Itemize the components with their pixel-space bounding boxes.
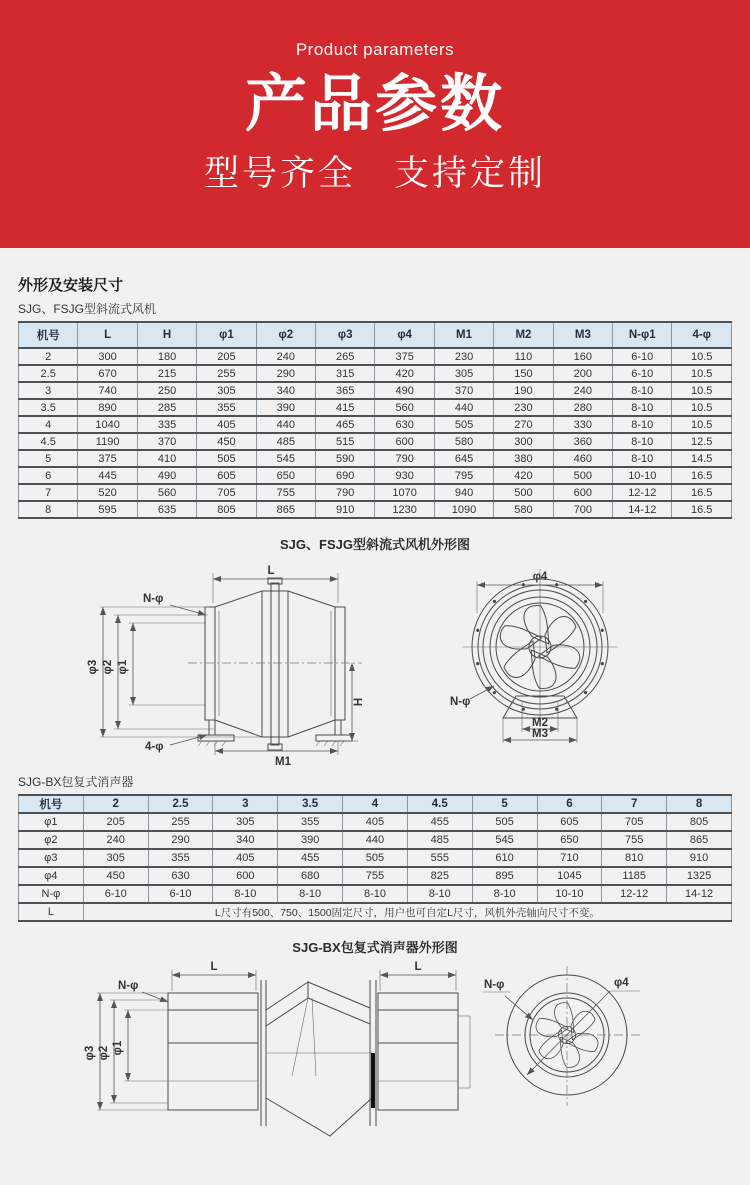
table-cell: N-φ [19,885,84,903]
table-cell: 270 [494,416,553,433]
table-cell: 520 [78,484,137,501]
table-cell: 340 [256,382,315,399]
table-row [19,348,732,365]
table-cell: 580 [494,501,553,518]
table-cell: 8-10 [613,382,672,399]
table-cell: 205 [83,813,148,831]
table-cell: 700 [553,501,612,518]
table-cell: 505 [197,450,256,467]
table-cell: 6-10 [148,885,213,903]
table-cell: 1045 [537,867,602,885]
table-cell: 150 [494,365,553,382]
table-cell: 610 [472,849,537,867]
page-title: 产品参数 [244,70,505,139]
table-cell: 355 [197,399,256,416]
table-cell: φ4 [19,867,84,885]
table-cell: 340 [213,831,278,849]
table-cell: 710 [537,849,602,867]
column-header: M1 [434,322,493,348]
table-cell: 1070 [375,484,434,501]
table-cell: 6-10 [613,365,672,382]
table-cell: 1190 [78,433,137,450]
table-header-row [19,322,732,348]
table-cell: 265 [316,348,375,365]
table-cell: 690 [316,467,375,484]
table-cell: 10.5 [672,348,732,365]
table-cell: 490 [137,467,196,484]
table-cell: 795 [434,467,493,484]
column-header: φ2 [256,322,315,348]
table-cell: 595 [78,501,137,518]
table-cell: 635 [137,501,196,518]
table-cell: 755 [256,484,315,501]
table-row [19,365,732,382]
table-cell: 14-12 [613,501,672,518]
table-cell: 445 [78,467,137,484]
table-cell: 650 [256,467,315,484]
muffler-side-view [84,961,470,1136]
table-cell: 16.5 [672,501,732,518]
table-row [19,813,732,831]
table-cell: 580 [434,433,493,450]
dim-label-4-phi: 4-φ [145,741,164,753]
table-cell: 8-10 [613,399,672,416]
table-cell: 14.5 [672,450,732,467]
table-cell: 380 [494,450,553,467]
table-cell: 930 [375,467,434,484]
table-cell: φ2 [19,831,84,849]
table-cell: 200 [553,365,612,382]
table-cell: 8-10 [613,450,672,467]
table-cell: 450 [83,867,148,885]
dim-label-phi1: φ1 [117,659,129,675]
table-cell: 390 [256,399,315,416]
table-row [19,416,732,433]
table-cell: 790 [375,450,434,467]
table-cell: 8 [19,501,78,518]
table-cell: 290 [256,365,315,382]
column-header: 5 [472,795,537,813]
table-cell: 560 [375,399,434,416]
table-row [19,867,732,885]
table-cell: φ3 [19,849,84,867]
table-row [19,885,732,903]
table-cell: 3.5 [19,399,78,416]
dim-label-N-phi-front: N-φ [450,696,471,708]
column-header: 机号 [19,795,84,813]
table-cell: 460 [553,450,612,467]
table-cell: 7 [19,484,78,501]
table-cell: 205 [197,348,256,365]
dim-label-phi3: φ3 [87,659,99,675]
table-cell: 110 [494,348,553,365]
table-cell: 10.5 [672,382,732,399]
table-cell: 865 [256,501,315,518]
column-header: φ4 [375,322,434,348]
table-cell: L [19,903,84,921]
table-cell: 440 [256,416,315,433]
table-cell: 255 [197,365,256,382]
table-cell: 6 [19,467,78,484]
table-cell: 8-10 [472,885,537,903]
table-row [19,501,732,518]
table-cell: 630 [148,867,213,885]
table-cell: 560 [137,484,196,501]
table-cell: 500 [494,484,553,501]
table-cell: 12-12 [602,885,667,903]
table-cell: 910 [667,849,732,867]
table-row [19,484,732,501]
table-row [19,831,732,849]
flange-bar [371,1053,375,1108]
table-cell: 360 [553,433,612,450]
table-cell: 450 [197,433,256,450]
table-cell: 180 [137,348,196,365]
table-cell: 755 [602,831,667,849]
table-cell: 355 [278,813,343,831]
column-header: 8 [667,795,732,813]
table-cell: 940 [434,484,493,501]
table-cell: 605 [537,813,602,831]
table-cell: 8-10 [213,885,278,903]
table-cell: 645 [434,450,493,467]
dim-label-N-phi: N-φ [118,980,139,992]
table-row [19,433,732,450]
column-header: φ3 [316,322,375,348]
fan-diagram-caption: SJG、FSJG型斜流式风机外形图 [280,537,470,552]
table-cell: 405 [197,416,256,433]
table-cell: 190 [494,382,553,399]
column-header: M3 [553,322,612,348]
table-cell: 2 [19,348,78,365]
table-cell: 160 [553,348,612,365]
table-cell: 365 [316,382,375,399]
column-header: 机号 [19,322,78,348]
table-cell: 895 [472,867,537,885]
table-cell: 440 [434,399,493,416]
table-cell: 555 [407,849,472,867]
dim-label-M2: M2 [532,717,548,729]
table-row [19,399,732,416]
table-cell: 370 [137,433,196,450]
dim-label-M3: M3 [532,728,548,740]
table-cell: 5 [19,450,78,467]
column-header: 7 [602,795,667,813]
column-header: 4.5 [407,795,472,813]
column-header: φ1 [197,322,256,348]
table-header-row [19,795,732,813]
dim-label-phi2: φ2 [102,659,114,675]
table-cell: 6-10 [613,348,672,365]
table-cell: 465 [316,416,375,433]
table-cell: 485 [256,433,315,450]
table-cell: 420 [375,365,434,382]
table-cell: 650 [537,831,602,849]
column-header: M2 [494,322,553,348]
dim-label-N-phi-front: N-φ [484,979,505,991]
muffler-front-view [483,966,642,1106]
dim-label-L-right: L [414,961,422,973]
table-cell: 8-10 [343,885,408,903]
table-cell: 8-10 [407,885,472,903]
table-cell: 740 [78,382,137,399]
column-header: L [78,322,137,348]
table-cell: 290 [148,831,213,849]
column-header: N-φ1 [613,322,672,348]
table-cell: 300 [78,348,137,365]
dim-label-H: H [353,697,365,707]
dim-label-M1: M1 [275,756,291,768]
table-cell: 600 [375,433,434,450]
banner [0,0,750,248]
table-cell: 305 [213,813,278,831]
dim-label-phi4: φ4 [614,977,629,989]
table-cell: 825 [407,867,472,885]
table-cell: 405 [343,813,408,831]
column-header: 3 [213,795,278,813]
table-cell: 440 [343,831,408,849]
fan-side-view [87,565,365,768]
table-cell: 1090 [434,501,493,518]
table-cell: 330 [553,416,612,433]
table-cell: 590 [316,450,375,467]
table-cell: 670 [78,365,137,382]
table-cell: 355 [148,849,213,867]
table-cell: 14-12 [667,885,732,903]
table-cell: 605 [197,467,256,484]
table-cell: 10.5 [672,399,732,416]
section-heading: 外形及安装尺寸 [18,277,124,294]
dim-label-phi1: φ1 [112,1040,124,1056]
table-cell: 865 [667,831,732,849]
column-header: 4-φ [672,322,732,348]
table-row [19,903,732,921]
table-cell: 10.5 [672,365,732,382]
table-cell: 705 [602,813,667,831]
table-cell: 2.5 [19,365,78,382]
table-cell: 500 [553,467,612,484]
table-cell: 8-10 [278,885,343,903]
table-cell: 8-10 [613,416,672,433]
table-cell: 505 [343,849,408,867]
table-row [19,467,732,484]
table-cell: 1040 [78,416,137,433]
muffler-diagram-caption: SJG-BX包复式消声器外形图 [292,940,458,955]
table-cell: L尺寸有500、750、1500固定尺寸，用户也可自定L尺寸，风机外壳轴向尺寸不变。 [83,903,731,921]
table-cell: 455 [278,849,343,867]
table-cell: 6-10 [83,885,148,903]
table-cell: 280 [553,399,612,416]
dim-label-L-left: L [210,961,218,973]
table-cell: 4 [19,416,78,433]
dim-label-phi2: φ2 [98,1045,110,1061]
table-cell: 910 [316,501,375,518]
column-header: 2.5 [148,795,213,813]
table-cell: 600 [213,867,278,885]
dim-label-L: L [267,565,275,577]
table-cell: 505 [434,416,493,433]
table-row [19,849,732,867]
table-cell: 390 [278,831,343,849]
table-cell: 805 [667,813,732,831]
muffler-dimensions-table [18,794,732,922]
table-cell: 300 [494,433,553,450]
dim-label-N-phi: N-φ [143,593,164,605]
table-cell: 375 [375,348,434,365]
column-header: 4 [343,795,408,813]
table-cell: 600 [553,484,612,501]
table-cell: 4.5 [19,433,78,450]
table-cell: 250 [137,382,196,399]
table-cell: 515 [316,433,375,450]
muffler-outline-drawing [0,958,750,1158]
table-cell: 16.5 [672,467,732,484]
table-cell: 790 [316,484,375,501]
table-cell: 505 [472,813,537,831]
table-cell: 485 [407,831,472,849]
table-cell: 315 [316,365,375,382]
fan-front-view [450,569,618,743]
content [0,248,750,1158]
table-cell: 305 [434,365,493,382]
table-cell: 890 [78,399,137,416]
table-cell: 630 [375,416,434,433]
table-cell: 255 [148,813,213,831]
table-cell: 810 [602,849,667,867]
table-cell: 215 [137,365,196,382]
table-cell: 16.5 [672,484,732,501]
table-cell: 230 [434,348,493,365]
table-cell: 545 [472,831,537,849]
dim-label-phi4: φ4 [532,571,548,583]
fan-table-label: SJG、FSJG型斜流式风机 [18,302,157,316]
table-cell: 10-10 [613,467,672,484]
table-cell: 405 [213,849,278,867]
column-header: 2 [83,795,148,813]
table-cell: 755 [343,867,408,885]
table-cell: 455 [407,813,472,831]
table-cell: 805 [197,501,256,518]
table-cell: 10.5 [672,416,732,433]
table-row [19,450,732,467]
fan-outline-drawing [0,555,750,773]
table-cell: 680 [278,867,343,885]
table-cell: 285 [137,399,196,416]
muffler-table-label: SJG-BX包复式消声器 [18,775,134,789]
banner-eyebrow: Product parameters [295,40,455,59]
column-header: H [137,322,196,348]
table-cell: 375 [78,450,137,467]
table-cell: 240 [256,348,315,365]
table-cell: 1230 [375,501,434,518]
banner-subtitle: 型号齐全 支持定制 [203,154,546,193]
table-cell: 490 [375,382,434,399]
table-cell: 1325 [667,867,732,885]
table-cell: 410 [137,450,196,467]
dim-label-phi3: φ3 [84,1045,96,1061]
table-cell: 10-10 [537,885,602,903]
column-header: 6 [537,795,602,813]
table-cell: 305 [197,382,256,399]
table-cell: 420 [494,467,553,484]
table-cell: 705 [197,484,256,501]
table-cell: 1185 [602,867,667,885]
table-cell: 240 [553,382,612,399]
fan-dimensions-table [18,321,732,519]
table-cell: 3 [19,382,78,399]
table-cell: 240 [83,831,148,849]
table-cell: 8-10 [613,433,672,450]
table-cell: 305 [83,849,148,867]
table-cell: 230 [494,399,553,416]
column-header: 3.5 [278,795,343,813]
table-cell: 335 [137,416,196,433]
table-row [19,382,732,399]
table-cell: 370 [434,382,493,399]
table-cell: φ1 [19,813,84,831]
table-cell: 415 [316,399,375,416]
table-cell: 12.5 [672,433,732,450]
table-cell: 12-12 [613,484,672,501]
table-cell: 545 [256,450,315,467]
